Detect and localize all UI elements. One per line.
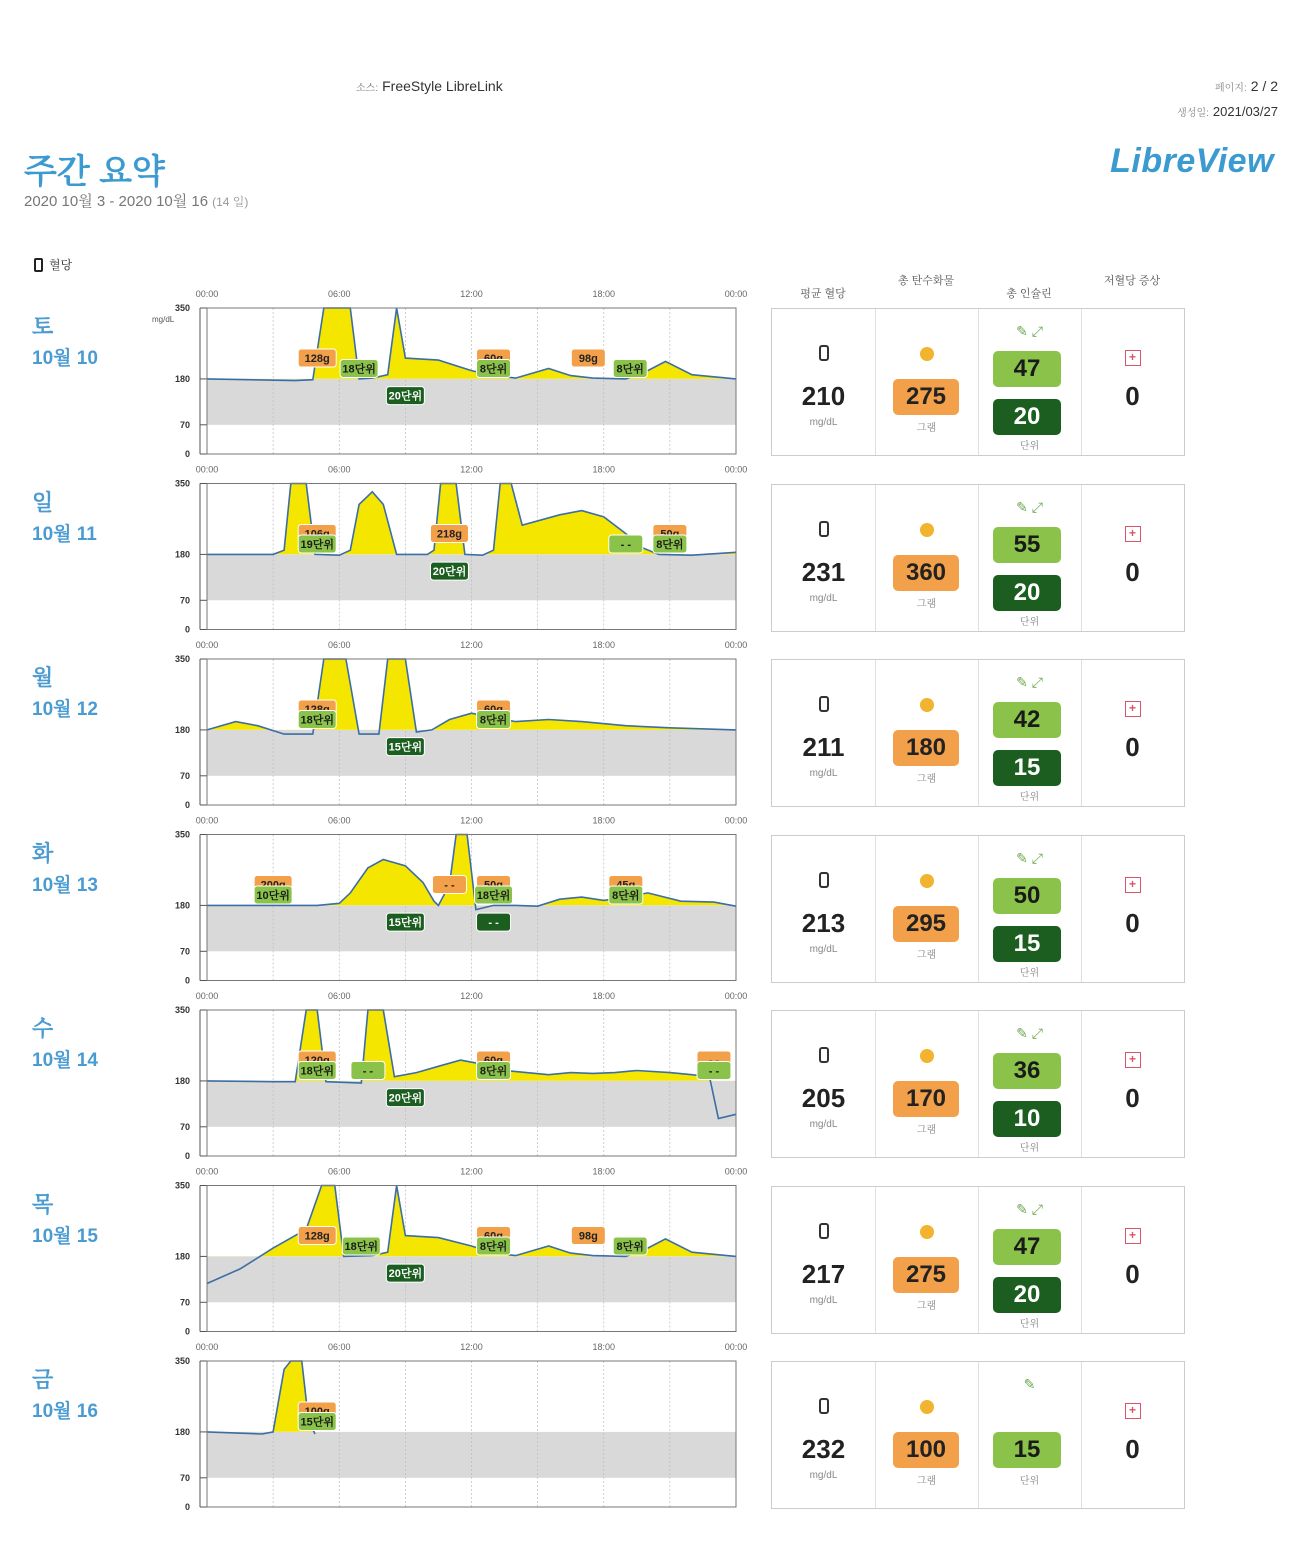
long-insulin-annotation: 18단위 bbox=[300, 714, 334, 727]
x-tick-label: 00:00 bbox=[195, 464, 219, 475]
low-events-col bbox=[1081, 836, 1184, 982]
x-tick-label: 00:00 bbox=[195, 991, 219, 1001]
y-tick-label: 180 bbox=[174, 900, 190, 911]
glucose-meter-icon bbox=[819, 345, 829, 361]
total-carbs-unit: 그램 bbox=[916, 1125, 937, 1136]
glucose-meter-icon bbox=[819, 872, 829, 888]
long-insulin-annotation: 8단위 bbox=[616, 363, 644, 376]
avg-glucose-col bbox=[772, 836, 876, 982]
carb-annotation: 98g bbox=[578, 353, 598, 366]
long-insulin-annotation: 8단위 bbox=[616, 1240, 644, 1253]
y-tick-label: 350 bbox=[174, 478, 190, 489]
y-tick-label: 70 bbox=[179, 595, 190, 606]
daily-summary-box bbox=[771, 484, 1185, 632]
low-events-col bbox=[1081, 1011, 1184, 1157]
low-event-count: 0 bbox=[1125, 1083, 1140, 1113]
avg-glucose-value: 231 bbox=[801, 556, 846, 587]
x-tick-label: 06:00 bbox=[327, 1166, 351, 1177]
total-carbs-col bbox=[875, 485, 979, 631]
x-tick-label: 00:00 bbox=[724, 1342, 748, 1352]
y-tick-label: 350 bbox=[174, 1005, 190, 1015]
rapid-insulin-annotation: 20단위 bbox=[432, 566, 467, 579]
glucose-meter-icon bbox=[819, 1398, 829, 1414]
x-tick-label: 06:00 bbox=[327, 991, 351, 1001]
total-carbs-col bbox=[875, 836, 979, 982]
date-label: 10월 12 bbox=[32, 699, 98, 720]
total-insulin-col bbox=[978, 309, 1082, 455]
date-range: 2020 10월 3 - 2020 10월 16 (14 일) bbox=[24, 193, 249, 210]
total-carbs-value: 170 bbox=[893, 1081, 959, 1117]
total-carbs-value: 360 bbox=[893, 555, 959, 591]
low-event-icon-wrap bbox=[1081, 345, 1184, 366]
y-tick-label: 0 bbox=[184, 1151, 190, 1161]
x-tick-label: 18:00 bbox=[592, 464, 616, 475]
total-carbs-unit: 그램 bbox=[916, 598, 937, 610]
total-carbs-col bbox=[875, 309, 979, 455]
low-event-icon: + bbox=[1125, 1403, 1141, 1419]
low-event-icon: + bbox=[1125, 526, 1141, 542]
page-title: 주간 요약 bbox=[24, 153, 165, 191]
total-carbs-value: 100 bbox=[893, 1432, 959, 1468]
y-tick-label: 180 bbox=[174, 724, 190, 735]
y-tick-label: 350 bbox=[174, 654, 190, 664]
glucose-meter-icon-wrap bbox=[772, 872, 875, 893]
y-tick-label: 70 bbox=[179, 1472, 190, 1483]
low-events-col bbox=[1081, 1362, 1184, 1508]
x-tick-label: 06:00 bbox=[327, 640, 351, 650]
total-insulin-col bbox=[978, 1187, 1082, 1333]
glucose-meter-icon-wrap bbox=[772, 1047, 875, 1068]
glucose-meter-icon bbox=[819, 521, 829, 537]
rapid-insulin-value: 20 bbox=[993, 399, 1061, 435]
glucose-meter-icon-wrap bbox=[772, 1223, 875, 1244]
x-tick-label: 00:00 bbox=[724, 640, 748, 650]
low-event-icon-wrap bbox=[1081, 696, 1184, 717]
avg-glucose-col bbox=[772, 1011, 876, 1157]
weekday-label: 화 bbox=[32, 840, 54, 866]
long-insulin-annotation: - - bbox=[620, 538, 631, 551]
day-label bbox=[32, 1012, 98, 1072]
date-label: 10월 16 bbox=[32, 1401, 98, 1422]
daily-summary-box bbox=[771, 1361, 1185, 1509]
long-insulin-annotation: 8단위 bbox=[479, 1065, 508, 1078]
weekday-label: 일 bbox=[32, 489, 54, 515]
insulin-unit: 단위 bbox=[1019, 967, 1040, 979]
date-label: 10월 11 bbox=[32, 523, 97, 545]
y-tick-label: 0 bbox=[184, 975, 190, 986]
insulin-unit: 단위 bbox=[1019, 441, 1040, 452]
carb-icon-wrap bbox=[875, 345, 978, 366]
long-insulin-annotation: 18단위 bbox=[344, 1240, 379, 1253]
y-tick-label: 180 bbox=[174, 1251, 190, 1262]
total-carbs-value: 180 bbox=[893, 730, 959, 766]
rapid-insulin-annotation: 20단위 bbox=[388, 390, 423, 403]
avg-glucose-unit: mg/dL bbox=[809, 1294, 838, 1306]
insulin-pen-icon: ✎ ⤢ bbox=[1016, 323, 1043, 339]
long-insulin-annotation: 18단위 bbox=[300, 1065, 334, 1078]
glucose-meter-icon-wrap bbox=[772, 521, 875, 542]
long-insulin-value: 15 bbox=[993, 1432, 1061, 1468]
y-tick-label: 70 bbox=[179, 419, 190, 430]
avg-glucose-value: 232 bbox=[801, 1434, 846, 1464]
total-carbs-col bbox=[875, 1187, 979, 1333]
daily-summary-box bbox=[771, 1010, 1185, 1158]
y-tick-label: 0 bbox=[184, 624, 190, 635]
low-event-icon-wrap bbox=[1081, 1398, 1184, 1419]
avg-glucose-col bbox=[772, 660, 876, 806]
x-tick-label: 00:00 bbox=[195, 1166, 219, 1177]
day-label bbox=[32, 661, 98, 721]
x-tick-label: 00:00 bbox=[195, 1342, 219, 1352]
x-tick-label: 18:00 bbox=[592, 289, 616, 299]
total-carbs-col bbox=[875, 1362, 979, 1508]
y-tick-label: 0 bbox=[184, 800, 190, 810]
apple-icon bbox=[920, 1049, 934, 1063]
avg-glucose-unit: mg/dL bbox=[809, 1119, 838, 1130]
low-event-icon-wrap bbox=[1081, 521, 1184, 542]
date-label: 10월 15 bbox=[32, 1225, 98, 1247]
carb-icon-wrap bbox=[875, 1047, 978, 1068]
rapid-insulin-value: 10 bbox=[993, 1101, 1061, 1137]
avg-glucose-unit: mg/dL bbox=[809, 1470, 838, 1481]
report-source: 소스: FreeStyle LibreLink bbox=[356, 78, 503, 94]
long-insulin-annotation: 8단위 bbox=[612, 889, 640, 902]
low-event-icon-wrap bbox=[1081, 1223, 1184, 1244]
y-tick-label: 350 bbox=[174, 303, 190, 313]
carb-annotation: 98g bbox=[578, 1230, 598, 1243]
x-tick-label: 12:00 bbox=[460, 640, 483, 650]
rapid-insulin-annotation: 15단위 bbox=[388, 741, 423, 754]
insulin-pen-icon: ✎ ⤢ bbox=[1016, 849, 1043, 866]
weekday-label: 목 bbox=[32, 1191, 54, 1217]
carb-icon-wrap bbox=[875, 872, 978, 893]
insulin-pen-icon: ✎ ⤢ bbox=[1016, 498, 1043, 515]
weekday-label: 금 bbox=[32, 1367, 54, 1392]
y-tick-label: 70 bbox=[179, 1121, 190, 1132]
apple-icon bbox=[920, 698, 934, 712]
long-insulin-annotation: - - bbox=[362, 1065, 374, 1078]
y-tick-label: 0 bbox=[184, 1502, 190, 1512]
insulin-pen-icon: ✎ ⤢ bbox=[1016, 674, 1043, 690]
x-tick-label: 00:00 bbox=[195, 640, 219, 650]
x-tick-label: 12:00 bbox=[460, 1166, 483, 1177]
y-tick-label: 180 bbox=[174, 1075, 190, 1086]
carb-annotation: 128g bbox=[304, 1230, 330, 1243]
y-tick-label: 180 bbox=[174, 549, 190, 560]
daily-summary-box bbox=[771, 1186, 1185, 1334]
low-event-icon-wrap bbox=[1081, 872, 1184, 893]
date-label: 10월 10 bbox=[32, 348, 98, 369]
avg-glucose-value: 211 bbox=[802, 732, 845, 762]
glucose-meter-icon-wrap bbox=[772, 1398, 875, 1419]
y-unit-label: mg/dL bbox=[152, 315, 175, 324]
day-label bbox=[32, 1363, 98, 1423]
y-tick-label: 0 bbox=[184, 449, 190, 459]
total-carbs-unit: 그램 bbox=[916, 1476, 937, 1487]
long-insulin-value: 50 bbox=[993, 878, 1061, 914]
long-insulin-annotation: 10단위 bbox=[256, 889, 290, 902]
avg-glucose-value: 210 bbox=[801, 381, 846, 411]
x-tick-label: 12:00 bbox=[460, 1342, 483, 1352]
low-event-icon: + bbox=[1125, 877, 1141, 893]
insulin-unit: 단위 bbox=[1019, 1476, 1040, 1487]
col-header-carbs: 총 탄수화물 bbox=[897, 275, 955, 287]
low-event-count: 0 bbox=[1125, 1258, 1140, 1289]
y-tick-label: 350 bbox=[174, 1180, 190, 1191]
x-tick-label: 06:00 bbox=[327, 815, 351, 826]
x-tick-label: 00:00 bbox=[724, 991, 748, 1001]
y-tick-label: 0 bbox=[184, 1326, 190, 1337]
carb-annotation: 218g bbox=[436, 528, 462, 541]
avg-glucose-unit: mg/dL bbox=[809, 768, 838, 779]
apple-icon bbox=[920, 1400, 934, 1414]
rapid-insulin-annotation: 20단위 bbox=[388, 1092, 423, 1105]
avg-glucose-col bbox=[772, 1187, 876, 1333]
long-insulin-value: 36 bbox=[993, 1053, 1061, 1089]
carb-annotation: - - bbox=[444, 879, 455, 892]
y-tick-label: 70 bbox=[179, 1297, 190, 1308]
apple-icon bbox=[920, 1225, 934, 1239]
insulin-pen-icon: ✎ ⤢ bbox=[1016, 1025, 1043, 1041]
glucose-meter-icon bbox=[819, 696, 829, 712]
x-tick-label: 18:00 bbox=[592, 991, 616, 1001]
avg-glucose-col bbox=[772, 485, 876, 631]
y-tick-label: 350 bbox=[174, 1356, 190, 1366]
total-carbs-value: 295 bbox=[893, 906, 959, 942]
avg-glucose-unit: mg/dL bbox=[809, 417, 838, 428]
low-event-count: 0 bbox=[1125, 732, 1140, 762]
long-insulin-annotation: 18단위 bbox=[476, 889, 511, 902]
total-carbs-value: 275 bbox=[893, 1257, 959, 1293]
x-tick-label: 00:00 bbox=[724, 289, 748, 299]
low-event-icon-wrap bbox=[1081, 1047, 1184, 1068]
avg-glucose-value: 217 bbox=[801, 1258, 846, 1289]
apple-icon bbox=[920, 347, 934, 361]
total-insulin-col bbox=[978, 660, 1082, 806]
low-events-col bbox=[1081, 309, 1184, 455]
col-header-avg: 평균 혈당 bbox=[800, 288, 846, 300]
low-events-col bbox=[1081, 660, 1184, 806]
day-label bbox=[32, 310, 98, 370]
y-tick-label: 180 bbox=[174, 373, 190, 384]
daily-summary-box bbox=[771, 835, 1185, 983]
low-event-icon: + bbox=[1125, 350, 1141, 366]
long-insulin-annotation: 15단위 bbox=[300, 1416, 334, 1429]
legend-glucose: 혈당 bbox=[34, 256, 72, 273]
y-tick-label: 70 bbox=[179, 770, 190, 781]
avg-glucose-col bbox=[772, 309, 876, 455]
weekday-label: 수 bbox=[32, 1016, 54, 1041]
apple-icon bbox=[920, 523, 934, 537]
day-label bbox=[32, 486, 97, 546]
total-insulin-col bbox=[978, 1011, 1082, 1157]
y-tick-label: 180 bbox=[174, 1426, 190, 1437]
long-insulin-value: 47 bbox=[993, 351, 1061, 387]
insulin-pen-icon: ✎ ⤢ bbox=[1016, 1200, 1043, 1217]
x-tick-label: 18:00 bbox=[592, 640, 616, 650]
insulin-pen-icon: ✎ bbox=[1023, 1376, 1036, 1392]
rapid-insulin-annotation: 20단위 bbox=[388, 1268, 423, 1281]
avg-glucose-value: 213 bbox=[801, 907, 846, 938]
carb-icon-wrap bbox=[875, 521, 978, 542]
total-carbs-unit: 그램 bbox=[916, 949, 937, 961]
daily-summary-box bbox=[771, 308, 1185, 456]
long-insulin-value: 47 bbox=[993, 1229, 1061, 1265]
weekday-label: 토 bbox=[32, 314, 54, 339]
total-carbs-unit: 그램 bbox=[916, 423, 937, 434]
long-insulin-annotation: 8단위 bbox=[479, 1240, 508, 1253]
carb-icon-wrap bbox=[875, 1223, 978, 1244]
total-carbs-value: 275 bbox=[893, 379, 959, 415]
glucose-meter-icon-wrap bbox=[772, 345, 875, 366]
x-tick-label: 00:00 bbox=[724, 815, 748, 826]
x-tick-label: 00:00 bbox=[724, 1166, 748, 1177]
avg-glucose-value: 205 bbox=[801, 1083, 846, 1113]
long-insulin-value: 55 bbox=[993, 527, 1061, 563]
x-tick-label: 12:00 bbox=[460, 464, 483, 475]
generated-date: 생성일: 2021/03/27 bbox=[1177, 104, 1278, 119]
long-insulin-value: 42 bbox=[993, 702, 1061, 738]
total-insulin-col bbox=[978, 1362, 1082, 1508]
insulin-unit: 단위 bbox=[1019, 1143, 1040, 1154]
x-tick-label: 12:00 bbox=[460, 289, 483, 299]
long-insulin-annotation: 19단위 bbox=[300, 538, 334, 551]
low-events-col bbox=[1081, 485, 1184, 631]
weekday-label: 월 bbox=[32, 665, 54, 690]
low-event-count: 0 bbox=[1125, 907, 1140, 938]
day-label bbox=[32, 1188, 98, 1248]
long-insulin-annotation: 8단위 bbox=[479, 363, 508, 376]
low-event-count: 0 bbox=[1125, 1434, 1140, 1464]
y-tick-label: 70 bbox=[179, 946, 190, 957]
low-event-count: 0 bbox=[1125, 381, 1140, 411]
carb-icon-wrap bbox=[875, 1398, 978, 1419]
apple-icon bbox=[920, 874, 934, 888]
x-tick-label: 06:00 bbox=[327, 289, 351, 299]
low-event-icon: + bbox=[1125, 1052, 1141, 1068]
long-insulin-annotation: 8단위 bbox=[479, 714, 508, 727]
total-carbs-col bbox=[875, 660, 979, 806]
avg-glucose-col bbox=[772, 1362, 876, 1508]
low-event-icon: + bbox=[1125, 701, 1141, 717]
x-tick-label: 12:00 bbox=[460, 991, 483, 1001]
low-event-count: 0 bbox=[1125, 556, 1140, 587]
x-tick-label: 18:00 bbox=[592, 1342, 616, 1352]
x-tick-label: 18:00 bbox=[592, 1166, 616, 1177]
avg-glucose-unit: mg/dL bbox=[809, 943, 838, 955]
date-label: 10월 14 bbox=[32, 1050, 98, 1071]
low-events-col bbox=[1081, 1187, 1184, 1333]
x-tick-label: 18:00 bbox=[592, 815, 616, 826]
date-label: 10월 13 bbox=[32, 874, 98, 896]
x-tick-label: 00:00 bbox=[724, 464, 748, 475]
low-event-icon: + bbox=[1125, 1228, 1141, 1244]
glucose-meter-icon bbox=[819, 1047, 829, 1063]
col-header-insulin: 총 인슐린 bbox=[1006, 288, 1052, 300]
total-carbs-col bbox=[875, 1011, 979, 1157]
rapid-insulin-value: 20 bbox=[993, 1277, 1061, 1313]
carb-icon-wrap bbox=[875, 696, 978, 717]
total-carbs-unit: 그램 bbox=[916, 774, 937, 785]
rapid-insulin-annotation: - - bbox=[488, 917, 499, 930]
x-tick-label: 12:00 bbox=[460, 815, 483, 826]
rapid-insulin-value: 15 bbox=[993, 750, 1061, 786]
rapid-insulin-value: 20 bbox=[993, 575, 1061, 611]
insulin-unit: 단위 bbox=[1019, 792, 1040, 803]
insulin-unit: 단위 bbox=[1019, 1318, 1040, 1330]
total-carbs-unit: 그램 bbox=[916, 1300, 937, 1312]
x-tick-label: 00:00 bbox=[195, 815, 219, 826]
page-number: 페이지: 2 / 2 bbox=[1214, 78, 1278, 94]
y-tick-label: 350 bbox=[174, 829, 190, 840]
day-label bbox=[32, 837, 98, 897]
x-tick-label: 06:00 bbox=[327, 1342, 351, 1352]
col-header-low: 저혈당 증상 bbox=[1103, 275, 1161, 287]
carb-annotation: 128g bbox=[304, 353, 330, 366]
x-tick-label: 00:00 bbox=[195, 289, 219, 299]
total-insulin-col bbox=[978, 485, 1082, 631]
total-insulin-col bbox=[978, 836, 1082, 982]
rapid-insulin-value: 15 bbox=[993, 926, 1061, 962]
daily-summary-box bbox=[771, 659, 1185, 807]
libreview-logo: LibreView bbox=[1110, 142, 1274, 180]
glucose-meter-icon-wrap bbox=[772, 696, 875, 717]
rapid-insulin-annotation: 15단위 bbox=[388, 917, 423, 930]
long-insulin-annotation: - - bbox=[708, 1065, 720, 1078]
long-insulin-annotation: 18단위 bbox=[342, 363, 376, 376]
glucose-meter-icon bbox=[819, 1223, 829, 1239]
insulin-unit: 단위 bbox=[1019, 616, 1040, 628]
long-insulin-annotation: 8단위 bbox=[656, 538, 684, 551]
x-tick-label: 06:00 bbox=[327, 464, 351, 475]
avg-glucose-unit: mg/dL bbox=[809, 592, 838, 604]
